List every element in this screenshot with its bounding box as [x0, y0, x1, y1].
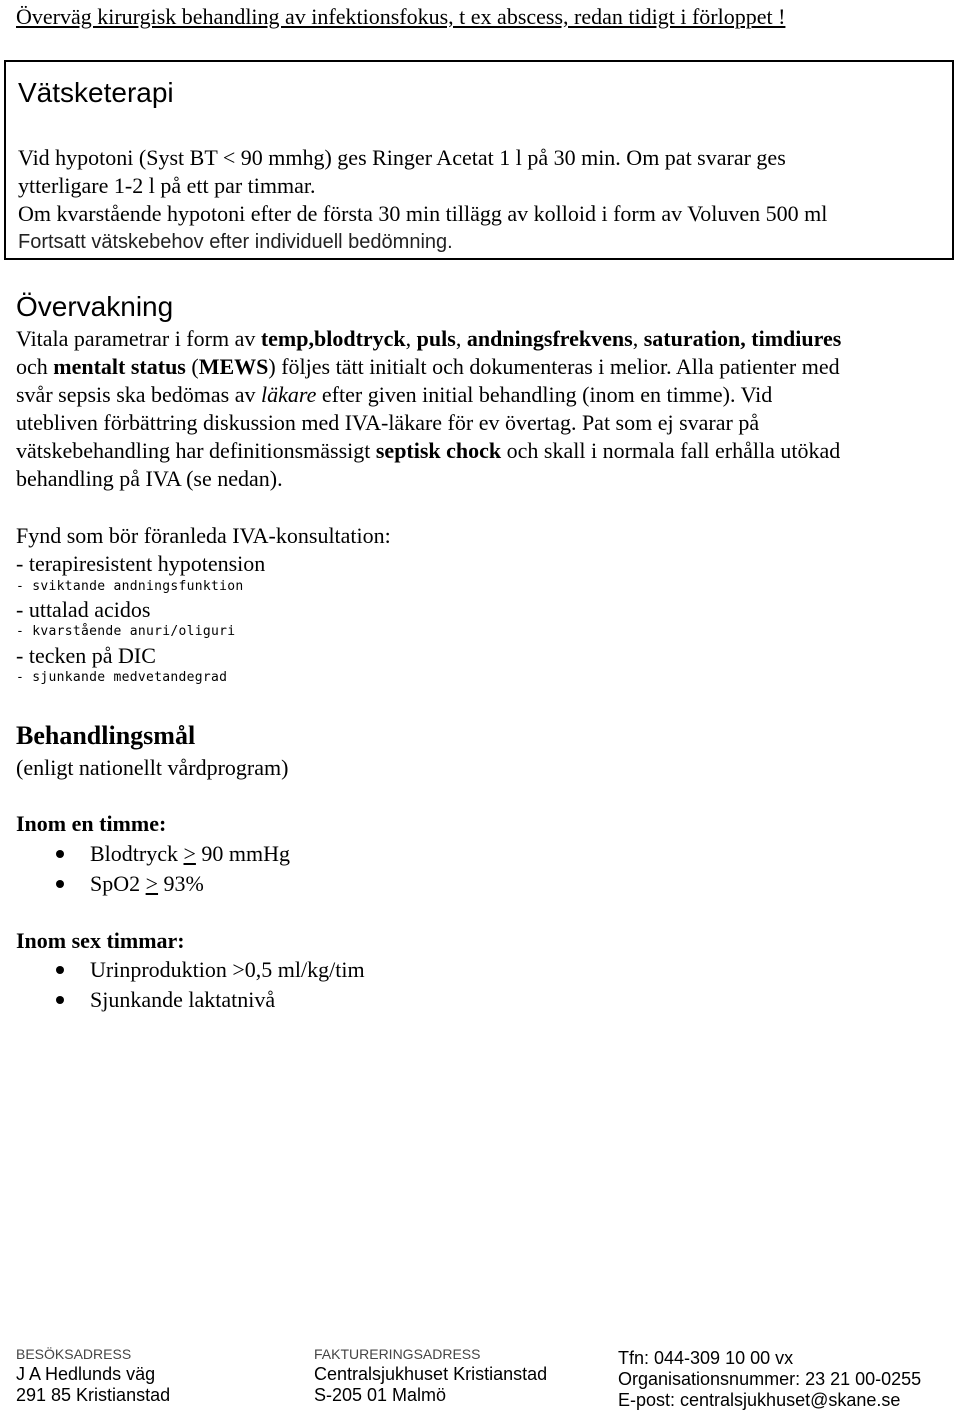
overvakning-line-2: och mentalt status (MEWS) följes tätt initialt och dokumenteras i melior. Alla patienter med: [16, 354, 840, 379]
behandlingsmal-subtitle: (enligt nationellt vårdprogram): [16, 755, 289, 780]
overvakning-line-1: Vitala parametrar i form av temp,blodtryck, puls, andningsfrekvens, saturation, timdiures: [16, 326, 842, 351]
visit-address-label: BESÖKSADRESS: [16, 1346, 132, 1362]
within-hour-heading: Inom en timme:: [16, 811, 167, 836]
bullet-icon: [56, 996, 64, 1004]
vatsketerapi-title: Vätsketerapi: [18, 77, 174, 108]
overvakning-line-5: vätskebehandling har definitionsmässigt septisk chock och skall i normala fall erhålla utökad: [16, 438, 841, 463]
visit-address-line-2: 291 85 Kristianstad: [16, 1385, 171, 1405]
iva-finding-5: - tecken på DIC: [16, 643, 156, 668]
bullet-icon: [56, 850, 64, 858]
iva-finding-3: - uttalad acidos: [16, 597, 151, 622]
overvakning-line-3: svår sepsis ska bedömas av läkare efter given initial behandling (inom en timme). Vid: [16, 382, 773, 407]
vatsketerapi-line-3: Om kvarstående hypotoni efter de första 30 min tillägg av kolloid i form av Voluven 500 ml: [18, 201, 828, 226]
vatsketerapi-line-1: Vid hypotoni (Syst BT < 90 mmhg) ges Ringer Acetat 1 l på 30 min. Om pat svarar ges: [18, 145, 786, 170]
invoice-address-line-1: Centralsjukhuset Kristianstad: [314, 1364, 548, 1384]
visit-address-line-1: J A Hedlunds väg: [16, 1364, 156, 1384]
phone-number: Tfn: 044-309 10 00 vx: [618, 1348, 794, 1368]
iva-finding-1: - terapiresistent hypotension: [16, 551, 266, 576]
behandlingsmal-title: Behandlingsmål: [16, 721, 196, 750]
iva-finding-2: - sviktande andningsfunktion: [16, 579, 244, 594]
overvakning-line-6: behandling på IVA (se nedan).: [16, 466, 283, 491]
overvakning-title: Övervakning: [16, 291, 174, 322]
org-number: Organisationsnummer: 23 21 00-0255: [618, 1369, 922, 1389]
email-address: E-post: centralsjukhuset@skane.se: [618, 1390, 901, 1410]
vatsketerapi-line-4: Fortsatt vätskebehov efter individuell bedömning.: [18, 231, 453, 253]
spo2-goal: SpO2 > 93%: [90, 870, 204, 898]
within-six-heading: Inom sex timmar:: [16, 928, 185, 953]
lactate-goal: Sjunkande laktatnivå: [90, 986, 275, 1014]
vatsketerapi-box: [4, 60, 954, 260]
urine-goal: Urinproduktion >0,5 ml/kg/tim: [90, 956, 365, 984]
bullet-icon: [56, 880, 64, 888]
invoice-address-line-2: S-205 01 Malmö: [314, 1385, 447, 1405]
overvakning-line-4: utebliven förbättring diskussion med IVA-läkare för ev övertag. Pat som ej svarar på: [16, 410, 760, 435]
iva-intro: Fynd som bör föranleda IVA-konsultation:: [16, 523, 391, 548]
iva-finding-4: - kvarstående anuri/oliguri: [16, 624, 236, 639]
surgical-note: Överväg kirurgisk behandling av infektionsfokus, t ex abscess, redan tidigt i förloppet !: [16, 4, 786, 29]
invoice-address-label: FAKTURERINGSADRESS: [314, 1346, 481, 1362]
bp-goal: Blodtryck > 90 mmHg: [90, 840, 290, 868]
vatsketerapi-line-2: ytterligare 1-2 l på ett par timmar.: [18, 173, 316, 198]
iva-finding-6: - sjunkande medvetandegrad: [16, 670, 228, 685]
bullet-icon: [56, 966, 64, 974]
